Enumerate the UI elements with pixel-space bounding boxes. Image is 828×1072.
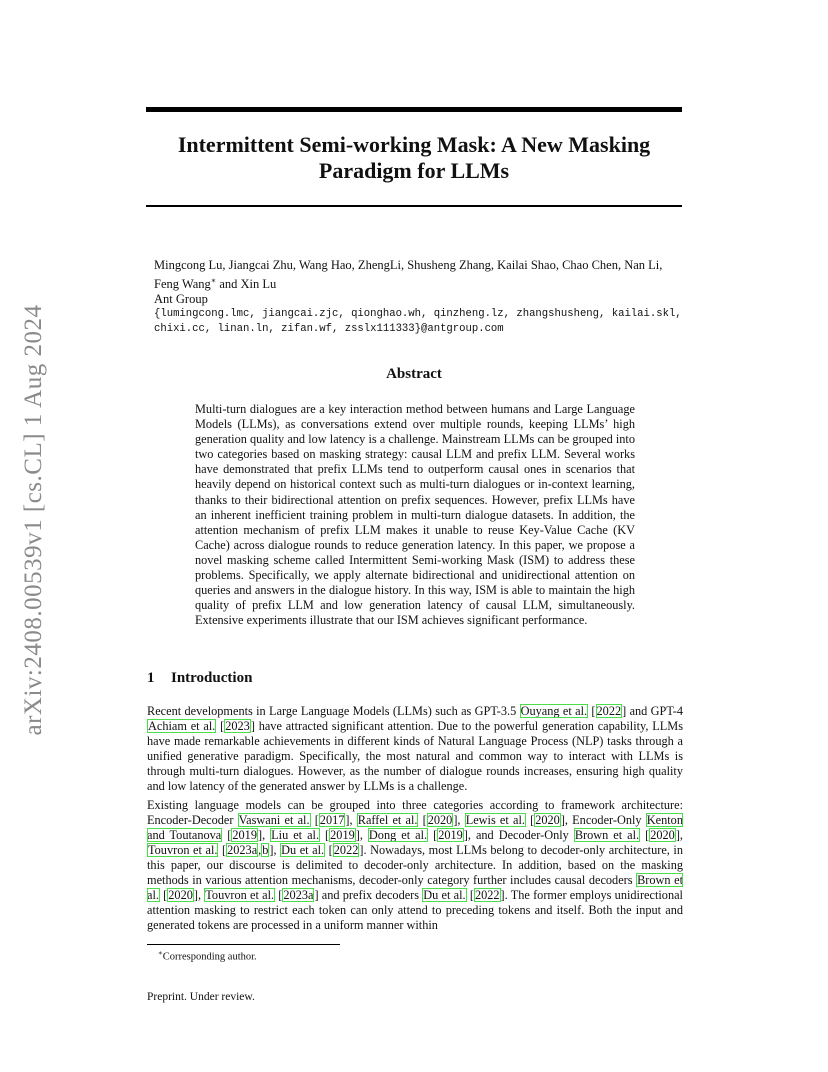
- citation-link[interactable]: 2022: [596, 704, 622, 718]
- section-title: Introduction: [171, 670, 253, 686]
- author-block: [154, 258, 694, 337]
- email-list: [154, 307, 694, 337]
- text-run: ]. The former employs unidirectional attention masking to restrict each token can only attend to preceding tokens and itself. Both the input and generated tokens are processed in a uniform manner within: [147, 887, 683, 932]
- affiliation: Ant Group: [154, 292, 208, 307]
- email-line: {lumingcong.lmc, jiangcai.zjc, qionghao.wh, qinzheng.lz, zhangshusheng, kailai.skl,: [154, 308, 682, 321]
- citation-link[interactable]: Ouyang et al.: [520, 704, 588, 718]
- citation-link[interactable]: 2017: [319, 813, 345, 828]
- citation-link[interactable]: 2020: [535, 813, 560, 828]
- citation-link[interactable]: 2020: [168, 887, 193, 902]
- citation-link[interactable]: Brown et al.: [147, 872, 683, 902]
- citation-link[interactable]: 2019: [438, 828, 463, 843]
- text-run: Recent developments in Large Language Models (LLMs) such as GPT-3.5: [147, 704, 520, 718]
- text-run: ],: [345, 813, 357, 828]
- text-run: ]. Nowadays, most LLMs belong to decoder-only architecture, in this paper, our discourse is delimited to decoder-only architecture. In addition, based on the masking methods in various attention mechanisms, decoder-only category further includes causal decoders: [147, 843, 683, 887]
- citation-link[interactable]: b: [262, 843, 269, 858]
- text-run: [: [222, 828, 232, 843]
- authors-line-2: [154, 273, 694, 292]
- text-run: [: [466, 887, 474, 902]
- citation-link[interactable]: Vaswani et al.: [238, 813, 310, 828]
- text-run: Existing language models can be grouped into three categories according to framework architecture: Encoder-Decoder: [147, 798, 683, 828]
- footnote-text: Corresponding author.: [162, 951, 257, 963]
- text-run: ],: [453, 813, 465, 828]
- text-run: [: [325, 843, 333, 858]
- footnote-rule: [147, 944, 340, 945]
- text-run: [: [275, 887, 283, 902]
- footnote: [158, 949, 257, 963]
- citation-link[interactable]: 2023a: [227, 843, 258, 858]
- text-run: ] and GPT-4: [622, 704, 684, 718]
- section-number: 1: [147, 670, 155, 686]
- text-run: [: [525, 813, 535, 828]
- paragraph: [147, 798, 683, 932]
- title-top-rule: [146, 107, 682, 112]
- text-run: ], and Decoder-Only: [463, 828, 574, 843]
- citation-link[interactable]: 2020: [427, 813, 453, 828]
- citation-link[interactable]: Kenton and Toutanova: [147, 813, 683, 843]
- text-run: [: [428, 828, 438, 843]
- text-run: [: [320, 828, 330, 843]
- page-footer: Preprint. Under review.: [147, 991, 255, 1003]
- text-run: [: [640, 828, 650, 843]
- email-line: chixi.cc, linan.ln, zifan.wf, zsslx111333}@antgroup.com: [154, 323, 504, 336]
- text-run: [: [159, 887, 168, 902]
- text-run: ,: [258, 843, 262, 858]
- text-run: [: [218, 843, 227, 858]
- text-run: ] and prefix decoders: [314, 887, 423, 902]
- citation-link[interactable]: 2023a: [283, 887, 314, 902]
- citation-link[interactable]: 2022: [333, 843, 359, 858]
- text-run: [: [216, 718, 225, 733]
- abstract-text: Multi-turn dialogues are a key interaction method between humans and Large Language Models (LLMs), as conversations extend over multiple rounds, keeping LLMs’ high generation quality and low latency is a challenge. Mainstream LLMs can be grouped into two categories based on masking strategy: causal LLM and prefix LLM. Several works have demonstrated that prefix LLMs tend to outperform causal ones in scenarios that heavily depend on historical context such as multi-turn dialogues or in-context learning, thanks to their bidirectional attention on prefix sequences. However, prefix LLMs have an inherent inefficient training problem in multi-turn dialogue datasets. In addition, the attention mechanism of prefix LLM makes it unable to reuse Key-Value Cache (KV Cache) across dialogue rounds to reduce generation latency. In this paper, we propose a novel masking scheme called Intermittent Semi-working Mask (ISM) to address these problems. Specifically, we apply alternate bidirectional and unidirectional attention on queries and answers in the dialogue history. In this way, ISM is able to maintain the high quality of prefix LLM and low generation latency of causal LLM, simultaneously. Extensive experiments illustrate that our ISM achieves significant performance.: [195, 402, 635, 628]
- intro-body: [147, 704, 683, 938]
- citation-link[interactable]: 2020: [650, 828, 675, 843]
- text-run: ],: [193, 887, 205, 902]
- author-name: and Xin Lu: [216, 277, 277, 292]
- citation-link[interactable]: Du et al.: [281, 843, 325, 858]
- arxiv-id-text: arXiv:2408.00539v1 [cs.CL] 1 Aug 2024: [20, 304, 47, 736]
- author-name: Feng Wang: [154, 277, 211, 292]
- authors-line-1: Mingcong Lu, Jiangcai Zhu, Wang Hao, ZhengLi, Shusheng Zhang, Kailai Shao, Chao Chen, Nan Li,: [154, 258, 663, 272]
- abstract-heading: Abstract: [386, 366, 442, 382]
- citation-link[interactable]: 2019: [232, 828, 257, 843]
- citation-link[interactable]: Touvron et al.: [205, 887, 275, 902]
- paper-title: Intermittent Semi-working Mask: A New Masking Paradigm for LLMs: [177, 132, 651, 183]
- citation-link[interactable]: Raffel et al.: [357, 813, 418, 828]
- citation-link[interactable]: Touvron et al.: [148, 843, 218, 858]
- footnote-marker: ∗: [158, 949, 163, 957]
- citation-link[interactable]: Du et al.: [423, 887, 466, 902]
- citation-link[interactable]: 2023: [225, 718, 250, 733]
- text-run: ],: [269, 843, 281, 858]
- citation-link[interactable]: Lewis et al.: [465, 813, 525, 828]
- citation-link[interactable]: Achiam et al.: [148, 718, 216, 733]
- title-bottom-rule: [146, 205, 682, 207]
- citation-link[interactable]: Dong et al.: [368, 828, 428, 843]
- citation-link[interactable]: Brown et al.: [574, 828, 640, 843]
- text-run: ],: [355, 828, 368, 843]
- text-run: ] have attracted significant attention. Due to the powerful generation capability, LLMs have made remarkable achievements in different kinds of Natural Language Process (NLP) tasks through a unified generative paradigm. Specifically, the most natural and common way to interact with LLMs is through multi-turn dialogues. However, as the number of dialogue rounds increases, ensuring high quality and low latency of the generated answer by LLMs is a challenge.: [147, 718, 683, 793]
- paragraph: [147, 704, 683, 793]
- citation-link[interactable]: 2022: [474, 887, 500, 902]
- section-heading: [147, 670, 252, 687]
- text-run: ], Encoder-Only: [560, 813, 646, 828]
- arxiv-stamp: [14, 290, 54, 750]
- text-run: [: [588, 704, 596, 718]
- citation-link[interactable]: Liu et al.: [271, 828, 320, 843]
- text-run: [: [418, 813, 427, 828]
- text-run: ],: [257, 828, 271, 843]
- corresponding-marker: ∗: [210, 276, 217, 285]
- citation-link[interactable]: 2019: [330, 828, 355, 843]
- text-run: [: [310, 813, 319, 828]
- text-run: ],: [675, 828, 683, 843]
